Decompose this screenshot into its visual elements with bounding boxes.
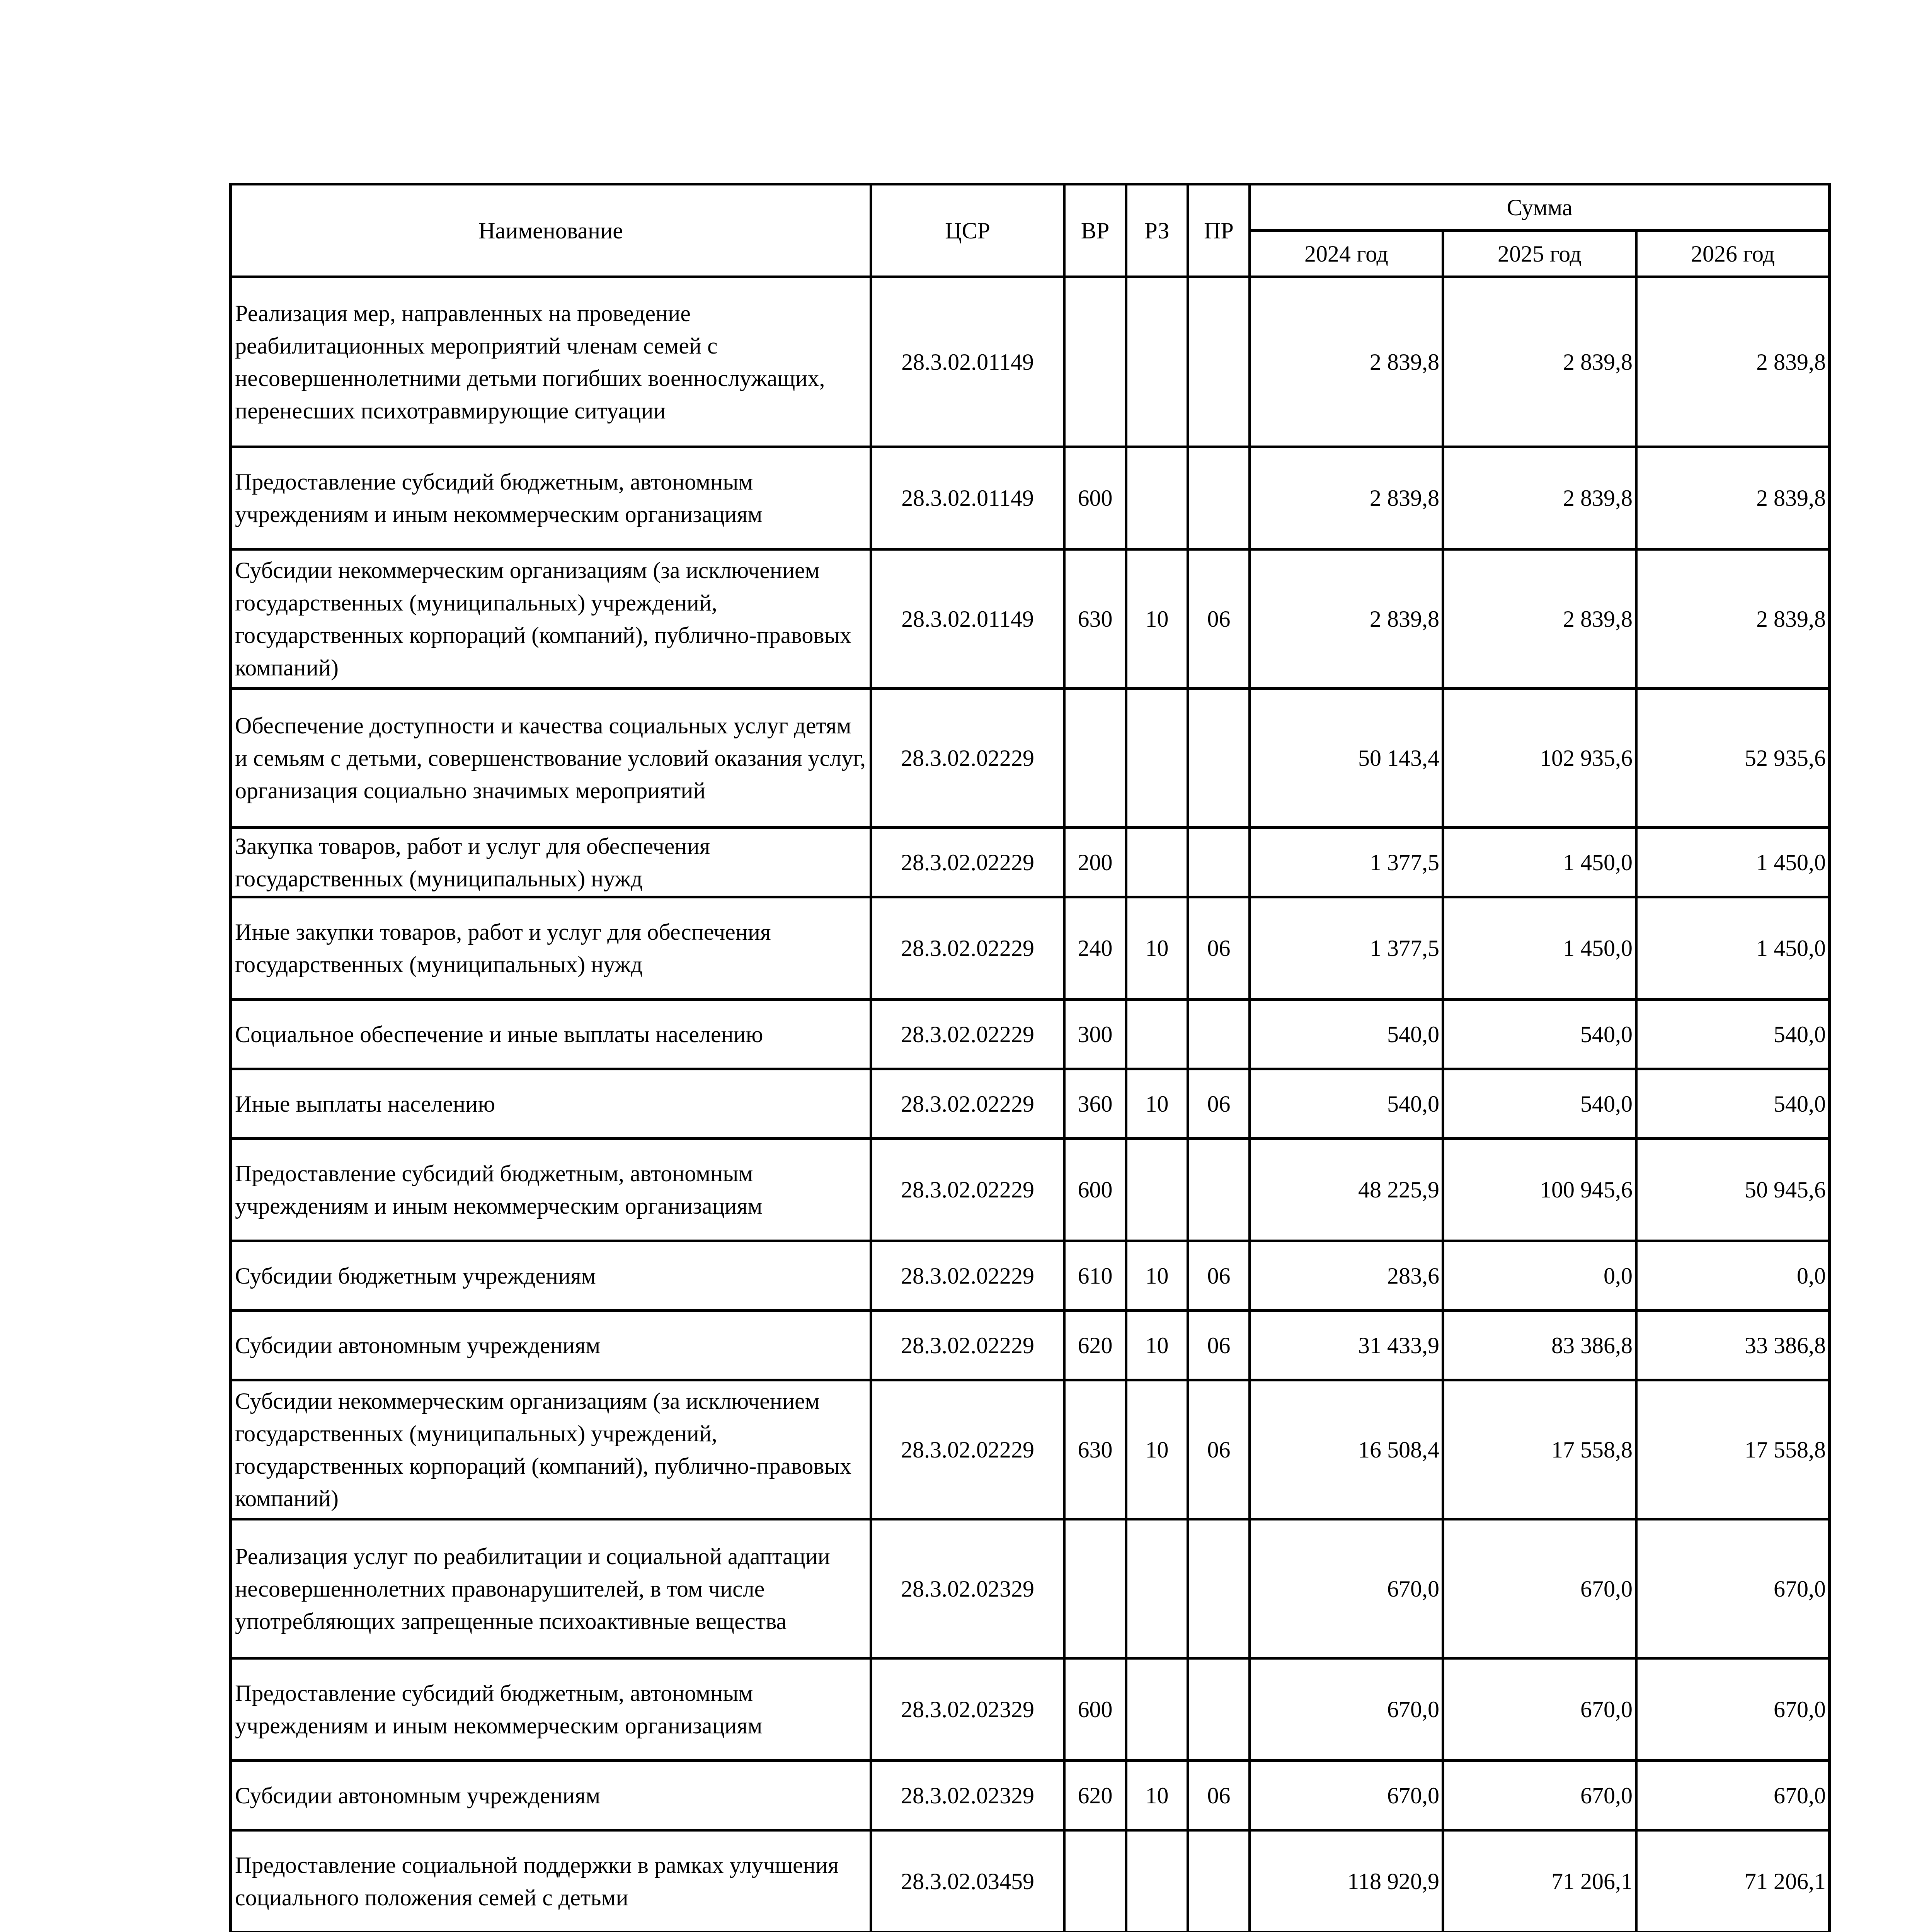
cell-2026: 670,0 xyxy=(1636,1519,1830,1658)
cell-2026: 540,0 xyxy=(1636,1000,1830,1069)
cell-vr: 610 xyxy=(1064,1241,1126,1311)
table-row xyxy=(231,1830,1830,1932)
cell-2026: 50 945,6 xyxy=(1636,1139,1830,1241)
cell-2025: 540,0 xyxy=(1443,1069,1636,1139)
table-row xyxy=(231,828,1830,897)
cell-2024: 670,0 xyxy=(1250,1519,1443,1658)
cell-csr: 28.3.02.03459 xyxy=(871,1830,1064,1932)
cell-csr: 28.3.02.02329 xyxy=(871,1761,1064,1830)
cell-csr: 28.3.02.01149 xyxy=(871,549,1064,689)
cell-pr xyxy=(1188,689,1250,828)
cell-pr xyxy=(1188,828,1250,897)
table-row xyxy=(231,1241,1830,1311)
cell-rz xyxy=(1126,277,1188,447)
cell-rz xyxy=(1126,447,1188,549)
cell-2025: 670,0 xyxy=(1443,1761,1636,1830)
cell-rz xyxy=(1126,1139,1188,1241)
cell-csr: 28.3.02.02329 xyxy=(871,1658,1064,1761)
cell-2026: 71 206,1 xyxy=(1636,1830,1830,1932)
table-row xyxy=(231,1000,1830,1069)
cell-2025: 2 839,8 xyxy=(1443,549,1636,689)
cell-name: Реализация услуг по реабилитации и социальной адаптации несовершеннолетних правонарушителей, в том числе употребляющих запрещенные психоактивные вещества xyxy=(231,1519,871,1658)
cell-2025: 540,0 xyxy=(1443,1000,1636,1069)
cell-csr: 28.3.02.02229 xyxy=(871,1069,1064,1139)
cell-2025: 1 450,0 xyxy=(1443,897,1636,1000)
cell-vr: 630 xyxy=(1064,549,1126,689)
cell-pr xyxy=(1188,1139,1250,1241)
cell-name: Субсидии некоммерческим организациям (за исключением государственных (муниципальных) учреждений, государственных корпораций (компаний), публично-правовых компаний) xyxy=(231,1380,871,1519)
cell-pr: 06 xyxy=(1188,1069,1250,1139)
cell-pr: 06 xyxy=(1188,1761,1250,1830)
header-csr: ЦСР xyxy=(871,184,1064,277)
cell-2026: 2 839,8 xyxy=(1636,277,1830,447)
cell-pr: 06 xyxy=(1188,549,1250,689)
cell-rz: 10 xyxy=(1126,1311,1188,1380)
cell-rz: 10 xyxy=(1126,549,1188,689)
header-sum: Сумма xyxy=(1250,184,1830,231)
cell-2025: 100 945,6 xyxy=(1443,1139,1636,1241)
cell-name: Субсидии автономным учреждениям xyxy=(231,1761,871,1830)
cell-2024: 118 920,9 xyxy=(1250,1830,1443,1932)
cell-pr: 06 xyxy=(1188,897,1250,1000)
cell-name: Обеспечение доступности и качества социальных услуг детям и семьям с детьми, совершенствование условий оказания услуг, организация социально значимых мероприятий xyxy=(231,689,871,828)
cell-2026: 670,0 xyxy=(1636,1761,1830,1830)
cell-vr xyxy=(1064,689,1126,828)
cell-name: Предоставление социальной поддержки в рамках улучшения социального положения семей с детьми xyxy=(231,1830,871,1932)
cell-csr: 28.3.02.02229 xyxy=(871,828,1064,897)
cell-2024: 670,0 xyxy=(1250,1761,1443,1830)
cell-2026: 17 558,8 xyxy=(1636,1380,1830,1519)
cell-2024: 283,6 xyxy=(1250,1241,1443,1311)
header-rz: РЗ xyxy=(1126,184,1188,277)
cell-pr: 06 xyxy=(1188,1311,1250,1380)
cell-rz: 10 xyxy=(1126,1241,1188,1311)
header-vr: ВР xyxy=(1064,184,1126,277)
header-year-2025: 2025 год xyxy=(1443,231,1636,277)
cell-vr: 360 xyxy=(1064,1069,1126,1139)
cell-vr: 600 xyxy=(1064,447,1126,549)
table-row xyxy=(231,447,1830,549)
cell-vr xyxy=(1064,1830,1126,1932)
cell-2025: 670,0 xyxy=(1443,1519,1636,1658)
cell-rz xyxy=(1126,1830,1188,1932)
cell-name: Иные закупки товаров, работ и услуг для обеспечения государственных (муниципальных) нужд xyxy=(231,897,871,1000)
budget-table xyxy=(229,183,1831,1932)
cell-2025: 17 558,8 xyxy=(1443,1380,1636,1519)
cell-2026: 33 386,8 xyxy=(1636,1311,1830,1380)
cell-2024: 540,0 xyxy=(1250,1000,1443,1069)
cell-2024: 2 839,8 xyxy=(1250,277,1443,447)
cell-2026: 2 839,8 xyxy=(1636,447,1830,549)
header-year-2026: 2026 год xyxy=(1636,231,1830,277)
cell-name: Закупка товаров, работ и услуг для обеспечения государственных (муниципальных) нужд xyxy=(231,828,871,897)
cell-csr: 28.3.02.02229 xyxy=(871,689,1064,828)
cell-2024: 670,0 xyxy=(1250,1658,1443,1761)
cell-vr: 240 xyxy=(1064,897,1126,1000)
cell-rz xyxy=(1126,828,1188,897)
cell-2026: 670,0 xyxy=(1636,1658,1830,1761)
header-name: Наименование xyxy=(231,184,871,277)
cell-2025: 83 386,8 xyxy=(1443,1311,1636,1380)
cell-2025: 670,0 xyxy=(1443,1658,1636,1761)
cell-name: Социальное обеспечение и иные выплаты населению xyxy=(231,1000,871,1069)
cell-2024: 16 508,4 xyxy=(1250,1380,1443,1519)
cell-2024: 540,0 xyxy=(1250,1069,1443,1139)
cell-2025: 0,0 xyxy=(1443,1241,1636,1311)
cell-csr: 28.3.02.01149 xyxy=(871,447,1064,549)
cell-vr: 200 xyxy=(1064,828,1126,897)
cell-name: Иные выплаты населению xyxy=(231,1069,871,1139)
cell-2024: 48 225,9 xyxy=(1250,1139,1443,1241)
cell-rz xyxy=(1126,1000,1188,1069)
cell-pr xyxy=(1188,1000,1250,1069)
cell-pr xyxy=(1188,1658,1250,1761)
cell-2026: 1 450,0 xyxy=(1636,828,1830,897)
table-row xyxy=(231,1069,1830,1139)
cell-name: Субсидии некоммерческим организациям (за исключением государственных (муниципальных) учреждений, государственных корпораций (компаний), публично-правовых компаний) xyxy=(231,549,871,689)
cell-2025: 2 839,8 xyxy=(1443,277,1636,447)
table-body xyxy=(231,277,1830,1932)
cell-csr: 28.3.02.02329 xyxy=(871,1519,1064,1658)
cell-pr xyxy=(1188,447,1250,549)
cell-2026: 540,0 xyxy=(1636,1069,1830,1139)
cell-csr: 28.3.02.02229 xyxy=(871,1380,1064,1519)
cell-name: Предоставление субсидий бюджетным, автономным учреждениям и иным некоммерческим организациям xyxy=(231,1658,871,1761)
cell-name: Реализация мер, направленных на проведение реабилитационных мероприятий членам семей с несовершеннолетними детьми погибших военнослужащих, перенесших психотравмирующие ситуации xyxy=(231,277,871,447)
table-row xyxy=(231,1519,1830,1658)
cell-csr: 28.3.02.02229 xyxy=(871,1311,1064,1380)
cell-2026: 1 450,0 xyxy=(1636,897,1830,1000)
cell-rz: 10 xyxy=(1126,1069,1188,1139)
cell-pr xyxy=(1188,1830,1250,1932)
cell-name: Предоставление субсидий бюджетным, автономным учреждениям и иным некоммерческим организациям xyxy=(231,1139,871,1241)
cell-2026: 2 839,8 xyxy=(1636,549,1830,689)
cell-2026: 0,0 xyxy=(1636,1241,1830,1311)
cell-rz xyxy=(1126,1658,1188,1761)
cell-2025: 71 206,1 xyxy=(1443,1830,1636,1932)
cell-name: Субсидии бюджетным учреждениям xyxy=(231,1241,871,1311)
cell-vr: 620 xyxy=(1064,1311,1126,1380)
cell-pr xyxy=(1188,1519,1250,1658)
cell-2025: 2 839,8 xyxy=(1443,447,1636,549)
cell-2025: 102 935,6 xyxy=(1443,689,1636,828)
table-row xyxy=(231,1380,1830,1519)
cell-vr xyxy=(1064,1519,1126,1658)
cell-2024: 31 433,9 xyxy=(1250,1311,1443,1380)
cell-vr: 630 xyxy=(1064,1380,1126,1519)
table-row xyxy=(231,689,1830,828)
table-row xyxy=(231,277,1830,447)
cell-rz: 10 xyxy=(1126,897,1188,1000)
cell-rz: 10 xyxy=(1126,1380,1188,1519)
cell-name: Субсидии автономным учреждениям xyxy=(231,1311,871,1380)
cell-csr: 28.3.02.01149 xyxy=(871,277,1064,447)
header-pr: ПР xyxy=(1188,184,1250,277)
cell-pr: 06 xyxy=(1188,1380,1250,1519)
table-row xyxy=(231,897,1830,1000)
cell-csr: 28.3.02.02229 xyxy=(871,897,1064,1000)
table-row xyxy=(231,549,1830,689)
cell-vr: 300 xyxy=(1064,1000,1126,1069)
cell-2024: 2 839,8 xyxy=(1250,447,1443,549)
cell-pr xyxy=(1188,277,1250,447)
cell-csr: 28.3.02.02229 xyxy=(871,1000,1064,1069)
cell-rz xyxy=(1126,689,1188,828)
cell-rz: 10 xyxy=(1126,1761,1188,1830)
cell-name: Предоставление субсидий бюджетным, автономным учреждениям и иным некоммерческим организациям xyxy=(231,447,871,549)
cell-2024: 1 377,5 xyxy=(1250,828,1443,897)
cell-csr: 28.3.02.02229 xyxy=(871,1241,1064,1311)
cell-2025: 1 450,0 xyxy=(1443,828,1636,897)
header-year-2024: 2024 год xyxy=(1250,231,1443,277)
cell-rz xyxy=(1126,1519,1188,1658)
table-header xyxy=(231,184,1830,277)
cell-pr: 06 xyxy=(1188,1241,1250,1311)
cell-2024: 50 143,4 xyxy=(1250,689,1443,828)
cell-2024: 1 377,5 xyxy=(1250,897,1443,1000)
cell-vr: 620 xyxy=(1064,1761,1126,1830)
table-row xyxy=(231,1311,1830,1380)
cell-2024: 2 839,8 xyxy=(1250,549,1443,689)
table-row xyxy=(231,1761,1830,1830)
table-row xyxy=(231,1139,1830,1241)
cell-csr: 28.3.02.02229 xyxy=(871,1139,1064,1241)
table-row xyxy=(231,1658,1830,1761)
cell-vr xyxy=(1064,277,1126,447)
cell-vr: 600 xyxy=(1064,1658,1126,1761)
cell-2026: 52 935,6 xyxy=(1636,689,1830,828)
cell-vr: 600 xyxy=(1064,1139,1126,1241)
